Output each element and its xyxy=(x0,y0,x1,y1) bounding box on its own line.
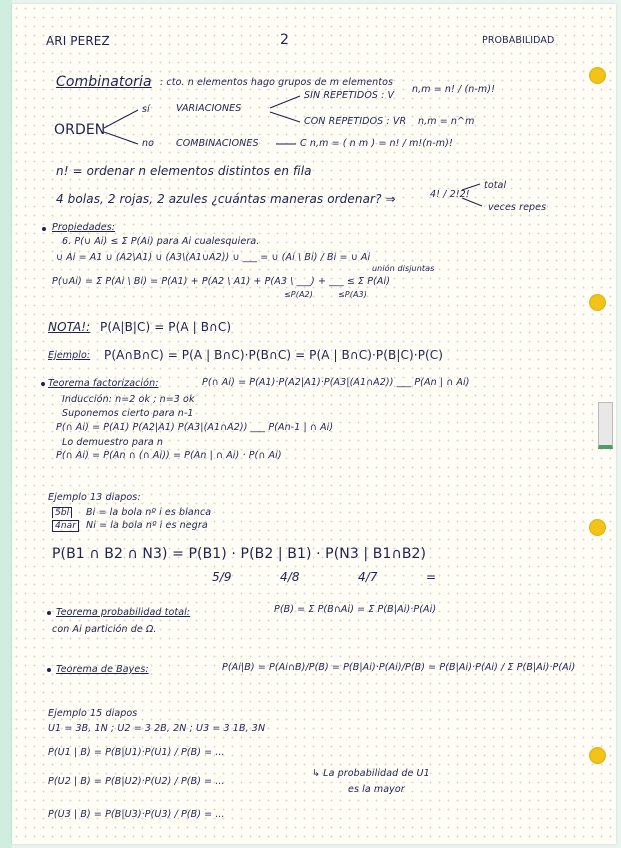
si-label: sí xyxy=(142,104,150,115)
combinaciones-label: COMBINACIONES xyxy=(176,138,259,149)
propiedad-6: 6. P(∪ Ai) ≤ Σ P(Ai) para Ai cualesquiera. xyxy=(62,236,260,247)
orden-arrow-down xyxy=(104,132,138,144)
nota-label: NOTA!: xyxy=(48,320,91,334)
orden-label: ORDEN xyxy=(54,122,106,138)
combinaciones-formula: C n,m = ( n m ) = n! / m!(n-m)! xyxy=(300,138,453,149)
ejemplo13-formula: P(B1 ∩ B2 ∩ N3) = P(B1) · P(B2 | B1) · P(N3 | B1∩B2) xyxy=(52,546,427,562)
con-repetidos-formula: n,m = n^m xyxy=(418,116,475,127)
n1-formula: P(∩ Ai) = P(A1) P(A2|A1) P(A3|(A1∩A2)) ___ P(An-1 | ∩ Ai) xyxy=(56,422,334,433)
variaciones-label: VARIACIONES xyxy=(176,103,242,114)
margin-strip xyxy=(0,0,12,848)
demuestro-line: Lo demuestro para n xyxy=(62,437,164,448)
bolas-example: 4 bolas, 2 rojas, 2 azules ¿cuántas maneras ordenar? ⇒ xyxy=(56,192,396,206)
urns-definition: U1 = 3B, 1N ; U2 = 3 2B, 2N ; U3 = 3 1B, 3N xyxy=(48,723,266,734)
posterior-u2: P(U2 | B) = P(B|U2)·P(U2) / P(B) = ... xyxy=(48,776,225,787)
repes-label: veces repes xyxy=(488,202,547,213)
total-arrow xyxy=(462,184,480,190)
urn-box-black: 4nar xyxy=(52,520,79,532)
bullet-factorizacion xyxy=(41,382,45,386)
orden-arrow-up xyxy=(104,110,138,128)
factorial-definition: n! = ordenar n elementos distintos en fila xyxy=(56,164,312,178)
ejemplo-formula: P(A∩B∩C) = P(A | B∩C)·P(B∩C) = P(A | B∩C)·P(B|C)·P(C) xyxy=(104,348,444,362)
union-note: unión disjuntas xyxy=(372,264,435,273)
bullet-propiedades xyxy=(42,227,46,231)
ink-strokes xyxy=(12,4,616,844)
conclusion-line-1: ↳ La probabilidad de U1 xyxy=(312,768,430,779)
repes-arrow xyxy=(462,198,482,206)
total-prob-formula: P(B) = Σ P(B∩Ai) = Σ P(B|Ai)·P(Ai) xyxy=(274,604,437,615)
n-formula: P(∩ Ai) = P(An ∩ (∩ Ai)) = P(An | ∩ Ai) · P(∩ Ai) xyxy=(56,450,282,461)
bi-definition: Bi = la bola nº i es blanca xyxy=(86,507,212,518)
posterior-u1: P(U1 | B) = P(B|U1)·P(U1) / P(B) = ... xyxy=(48,747,225,758)
union-disjunta: ∪ Ai = A1 ∪ (A2\A1) ∪ (A3\(A1∪A2)) ∪ ___ = ∪ (Ai \ Bi) / Bi = ∪ Ai xyxy=(56,252,371,263)
total-prob-title: Teorema probabilidad total: xyxy=(56,607,191,618)
bullet-bayes xyxy=(47,668,51,672)
combinatoria-intro: : cto. n elementos hago grupos de m elementos xyxy=(160,77,394,88)
total-fraction: 4! / 2!2! xyxy=(430,189,470,200)
conclusion-line-2: es la mayor xyxy=(348,784,405,795)
sin-repetidos-label: SIN REPETIDOS : V xyxy=(304,90,395,101)
variaciones-arrow-down xyxy=(270,112,300,122)
suma-probabilidades: P(∪Ai) = Σ P(Ai \ Bi) = P(A1) + P(A2 \ A1) + P(A3 \ ___) + ___ ≤ Σ P(Ai) xyxy=(52,276,391,287)
sin-repetidos-formula: n,m = n! / (n-m)! xyxy=(412,84,495,95)
fraction-1: 5/9 xyxy=(212,570,232,584)
ejemplo-label: Ejemplo: xyxy=(48,350,91,361)
total-prob-note: con Ai partición de Ω. xyxy=(52,624,157,635)
bullet-total-prob xyxy=(47,611,51,615)
propiedades-title: Propiedades: xyxy=(52,222,116,233)
urn-box-white: 5bl xyxy=(52,507,72,518)
ejemplo13-title: Ejemplo 13 diapos: xyxy=(48,492,141,503)
factorizacion-formula: P(∩ Ai) = P(A1)·P(A2|A1)·P(A3|(A1∩A2)) ___ P(An | ∩ Ai) xyxy=(202,377,470,388)
equals-sign: = xyxy=(426,570,437,584)
variaciones-arrow-up xyxy=(270,96,300,108)
bayes-title: Teorema de Bayes: xyxy=(56,664,149,675)
con-repetidos-label: CON REPETIDOS : VR xyxy=(304,116,407,127)
posterior-u3: P(U3 | B) = P(B|U3)·P(U3) / P(B) = ... xyxy=(48,809,225,820)
notebook-page xyxy=(12,4,616,844)
suponemos-line: Suponemos cierto para n-1 xyxy=(62,408,194,419)
subject-label: PROBABILIDAD xyxy=(482,35,555,46)
nota-formula: P(A|B|C) = P(A | B∩C) xyxy=(100,320,232,334)
no-label: no xyxy=(142,138,155,149)
ni-definition: Ni = la bola nº i es negra xyxy=(86,520,208,531)
combinatoria-title: Combinatoria xyxy=(56,74,152,90)
cota-a3: ≤P(A3) xyxy=(338,290,367,299)
factorizacion-title: Teorema factorización: xyxy=(48,378,159,389)
ejemplo15-title: Ejemplo 15 diapos xyxy=(48,708,138,719)
page-number: 2 xyxy=(280,32,290,48)
induccion-line: Inducción: n=2 ok ; n=3 ok xyxy=(62,394,195,405)
author-name: ARI PEREZ xyxy=(46,34,110,48)
fraction-2: 4/8 xyxy=(280,570,300,584)
cota-a2: ≤P(A2) xyxy=(284,290,313,299)
fraction-3: 4/7 xyxy=(358,570,378,584)
bayes-formula: P(Ai|B) = P(Ai∩B)/P(B) = P(B|Ai)·P(Ai)/P(B) = P(B|Ai)·P(Ai) / Σ P(B|Ai)·P(Ai) xyxy=(222,662,576,673)
total-label: total xyxy=(484,180,507,191)
